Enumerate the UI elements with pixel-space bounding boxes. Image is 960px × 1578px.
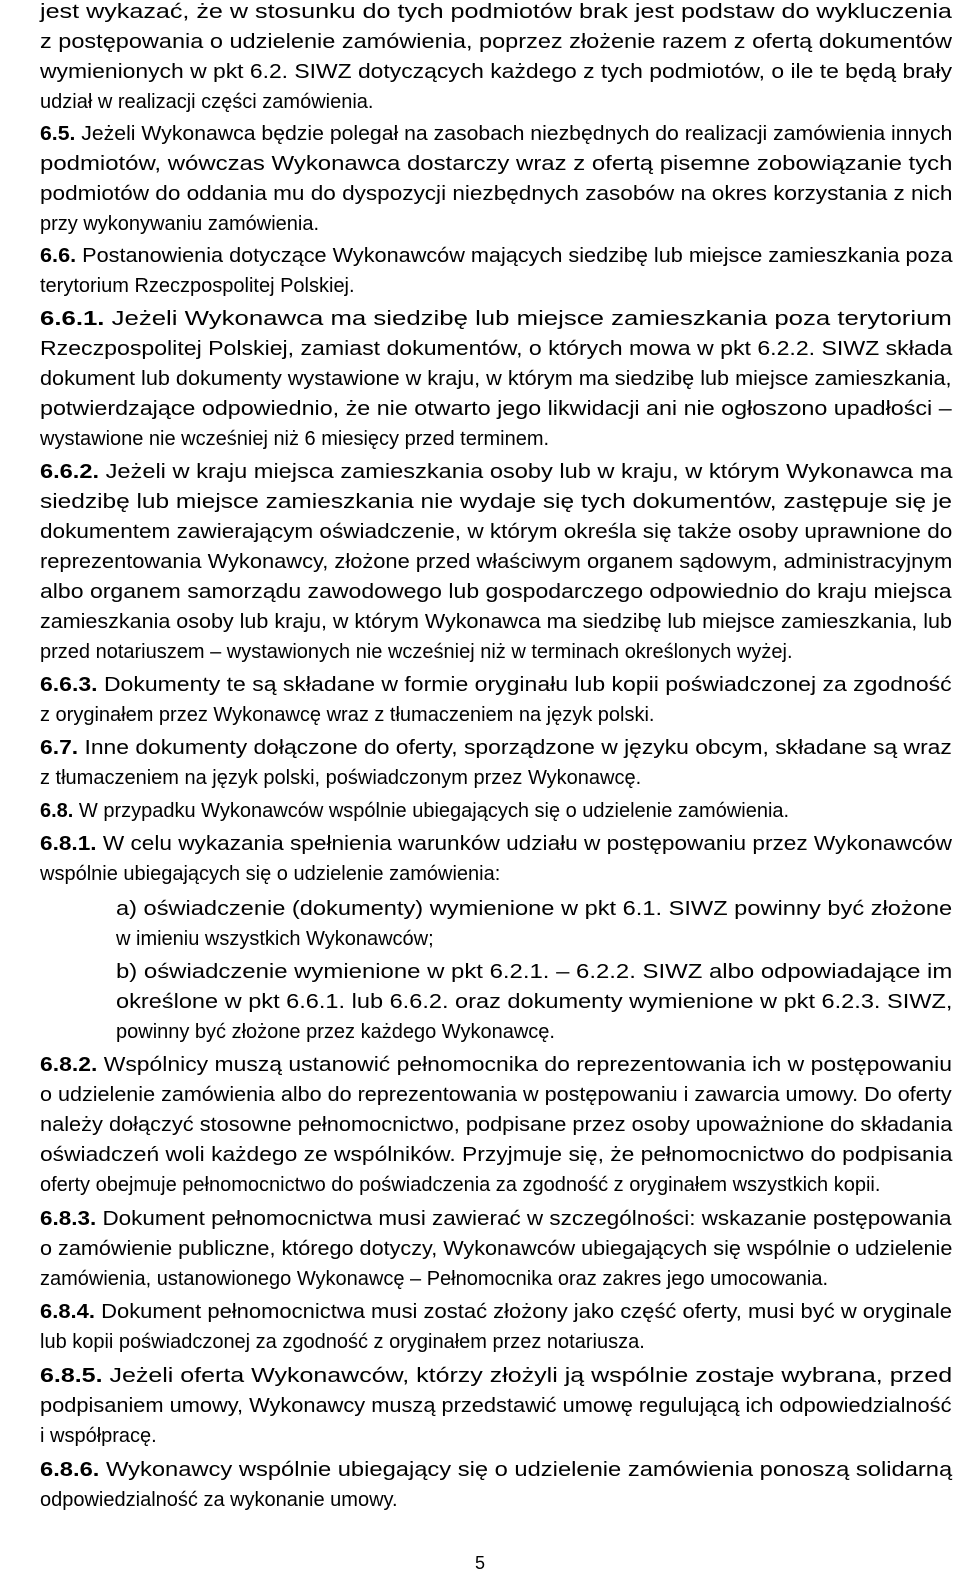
text-line	[116, 894, 952, 924]
line-text: o zamówienie publiczne, którego dotyczy, Wykonawców ubiegających się wspólnie o udzielenie	[40, 1238, 953, 1260]
line-text: Inne dokumenty dołączone do oferty, sporządzone w języku obcym, składane są wraz	[78, 737, 952, 759]
text-line	[40, 27, 952, 57]
text-line	[40, 179, 952, 209]
line-text: udział w realizacji części zamówienia.	[40, 91, 374, 113]
section-number: 6.6.1.	[40, 308, 105, 330]
section-number: 6.8.	[40, 800, 74, 822]
text-line	[40, 87, 373, 117]
line-text: siedzibę lub miejsce zamieszkania nie wydaje się tych dokumentów, zastępuje się je	[40, 491, 952, 513]
text-line	[40, 1080, 952, 1110]
text-line	[40, 394, 952, 424]
line-text: wspólnie ubiegających się o udzielenie zamówienia:	[40, 863, 501, 885]
section-number: 6.8.2.	[40, 1054, 98, 1076]
section-number: 6.8.5.	[40, 1365, 103, 1387]
text-line	[40, 1204, 951, 1234]
line-text: wystawione nie wcześniej niż 6 miesięcy przed terminem.	[40, 428, 550, 450]
text-line	[40, 209, 319, 239]
line-text: dokument lub dokumenty wystawione w kraju, w którym ma siedzibę lub miejsce zamieszkania,	[40, 368, 952, 390]
text-line	[40, 670, 952, 700]
text-line	[40, 700, 654, 730]
line-text: terytorium Rzeczpospolitej Polskiej.	[40, 275, 355, 297]
line-text: Dokumenty te są składane w formie oryginału lub kopii poświadczonej za zgodność	[97, 674, 952, 696]
line-text: reprezentowania Wykonawcy, złożone przed właściwym organem sądowym, administracyjnym	[40, 551, 953, 573]
section-number: 6.8.6.	[40, 1459, 100, 1481]
text-line	[116, 987, 952, 1017]
text-line	[40, 0, 952, 27]
section-number: 6.6.3.	[40, 674, 98, 696]
text-line	[40, 577, 952, 607]
text-line	[40, 487, 952, 517]
text-line	[116, 957, 952, 987]
section-number: 6.8.4.	[40, 1301, 95, 1323]
line-text: wymienionych w pkt 6.2. SIWZ dotyczących każdego z tych podmiotów, o ile te będą brały	[40, 61, 953, 83]
line-text: Dokument pełnomocnictwa musi zawierać w szczególności: wskazanie postępowania	[96, 1208, 952, 1230]
text-line	[40, 1391, 951, 1421]
section-number: 6.7.	[40, 737, 79, 759]
line-text: zamieszkania osoby lub kraju, w którym Wykonawca ma siedzibę lub miejsce zamieszkania, lub	[40, 611, 952, 633]
line-text: powinny być złożone przez każdego Wykonawcę.	[116, 1021, 555, 1043]
line-text: z oryginałem przez Wykonawcę wraz z tłumaczeniem na język polski.	[40, 704, 655, 726]
line-text: lub kopii poświadczonej za zgodność z oryginałem przez notariusza.	[40, 1331, 645, 1353]
text-line	[40, 1327, 645, 1357]
text-line	[40, 1110, 952, 1140]
text-line	[40, 57, 952, 87]
line-text: przed notariuszem – wystawionych nie wcześniej niż w terminach określonych wyżej.	[40, 641, 793, 663]
line-text: albo organem samorządu zawodowego lub gospodarczego odpowiednio do kraju miejsca	[40, 581, 952, 603]
line-text: potwierdzające odpowiednio, że nie otwarto jego likwidacji ani nie ogłoszono upadłości –	[40, 398, 952, 420]
section-number: 6.8.3.	[40, 1208, 97, 1230]
line-text: określone w pkt 6.6.1. lub 6.6.2. oraz dokumenty wymienione w pkt 6.2.3. SIWZ,	[116, 991, 953, 1013]
text-line	[40, 271, 355, 301]
text-line	[40, 149, 952, 179]
text-line	[40, 1170, 880, 1200]
text-line	[116, 924, 434, 954]
section-number: 6.5.	[40, 123, 76, 145]
text-line	[40, 1421, 157, 1451]
line-text: zamówienia, ustanowionego Wykonawcę – Pełnomocnika oraz zakres jego umocowania.	[40, 1268, 829, 1290]
text-line	[116, 1017, 555, 1047]
line-text: Jeżeli oferta Wykonawców, którzy złożyli ją wspólnie zostaje wybrana, przed	[102, 1365, 953, 1387]
text-line	[40, 119, 952, 149]
line-text: podmiotów do oddania mu do dyspozycji niezbędnych zasobów na okres korzystania z nich	[40, 183, 953, 205]
line-text: a) oświadczenie (dokumenty) wymienione w pkt 6.1. SIWZ powinny być złożone	[116, 898, 953, 920]
line-text: Jeżeli Wykonawca ma siedzibę lub miejsce zamieszkania poza terytorium	[104, 308, 952, 330]
line-text: i współpracę.	[40, 1425, 157, 1447]
text-line	[40, 1234, 952, 1264]
line-text: Rzeczpospolitej Polskiej, zamiast dokumentów, o których mowa w pkt 6.2.2. SIWZ składa	[40, 338, 953, 360]
text-line	[40, 763, 641, 793]
line-text: Dokument pełnomocnictwa musi zostać złożony jako część oferty, musi być w oryginale	[94, 1301, 952, 1323]
text-line	[40, 334, 952, 364]
line-text: W przypadku Wykonawców wspólnie ubiegających się o udzielenie zamówienia.	[73, 800, 790, 822]
text-line	[40, 364, 952, 394]
line-text: W celu wykazania spełnienia warunków udziału w postępowaniu przez Wykonawców	[96, 833, 952, 855]
line-text: Wykonawcy wspólnie ubiegający się o udzielenie zamówienia ponoszą solidarną	[99, 1459, 953, 1481]
line-text: jest wykazać, że w stosunku do tych podmiotów brak jest podstaw do wykluczenia	[40, 1, 952, 23]
text-line	[40, 1140, 952, 1170]
section-number: 6.6.	[40, 245, 77, 267]
text-line	[40, 1264, 828, 1294]
page-number: 5	[474, 1553, 485, 1573]
line-text: Postanowienia dotyczące Wykonawców mających siedzibę lub miejsce zamieszkania poza	[76, 245, 953, 267]
line-text: dokumentem zawierającym oświadczenie, w którym określa się także osoby uprawnione do	[40, 521, 953, 543]
line-text: oświadczeń woli każdego ze wspólników. Przyjmuje się, że pełnomocnictwo do podpisania	[40, 1144, 953, 1166]
text-line	[40, 607, 952, 637]
line-text: z tłumaczeniem na język polski, poświadczonym przez Wykonawcę.	[40, 767, 642, 789]
line-text: w imieniu wszystkich Wykonawców;	[116, 928, 434, 950]
section-number: 6.6.2.	[40, 461, 100, 483]
line-text: należy dołączyć stosowne pełnomocnictwo, podpisane przez osoby upoważnione do składania	[40, 1114, 953, 1136]
line-text: o udzielenie zamówienia albo do reprezentowania w postępowaniu i zawarcia umowy. Do oferty	[40, 1084, 952, 1106]
text-line	[40, 304, 952, 334]
text-line	[40, 241, 952, 271]
line-text: z postępowania o udzielenie zamówienia, poprzez złożenie razem z ofertą dokumentów	[40, 31, 952, 53]
text-line	[40, 796, 789, 826]
text-line	[40, 859, 500, 889]
line-text: przy wykonywaniu zamówienia.	[40, 213, 320, 235]
text-line	[40, 424, 549, 454]
line-text: podpisaniem umowy, Wykonawcy muszą przedstawić umowę regulującą ich odpowiedzialność	[40, 1395, 952, 1417]
line-text: Jeżeli Wykonawca będzie polegał na zasobach niezbędnych do realizacji zamówienia innych	[75, 123, 953, 145]
text-line	[40, 1455, 952, 1485]
text-line	[40, 517, 952, 547]
text-line	[40, 547, 952, 577]
text-line	[40, 457, 953, 487]
line-text: oferty obejmuje pełnomocnictwo do poświadczenia za zgodność z oryginałem wszystkich kopii.	[40, 1174, 881, 1196]
text-line	[40, 1361, 952, 1391]
text-line	[40, 637, 793, 667]
text-line	[40, 1485, 398, 1515]
text-line	[40, 829, 952, 859]
text-line	[40, 733, 952, 763]
line-text: Jeżeli w kraju miejsca zamieszkania osoby lub w kraju, w którym Wykonawca ma	[99, 461, 953, 483]
line-text: b) oświadczenie wymienione w pkt 6.2.1. – 6.2.2. SIWZ albo odpowiadające im	[116, 961, 953, 983]
line-text: odpowiedzialność za wykonanie umowy.	[40, 1489, 398, 1511]
line-text: podmiotów, wówczas Wykonawca dostarczy wraz z ofertą pisemne zobowiązanie tych	[40, 153, 953, 175]
section-number: 6.8.1.	[40, 833, 97, 855]
line-text: Wspólnicy muszą ustanowić pełnomocnika do reprezentowania ich w postępowaniu	[97, 1054, 952, 1076]
text-line	[40, 1050, 952, 1080]
text-line	[40, 1297, 952, 1327]
